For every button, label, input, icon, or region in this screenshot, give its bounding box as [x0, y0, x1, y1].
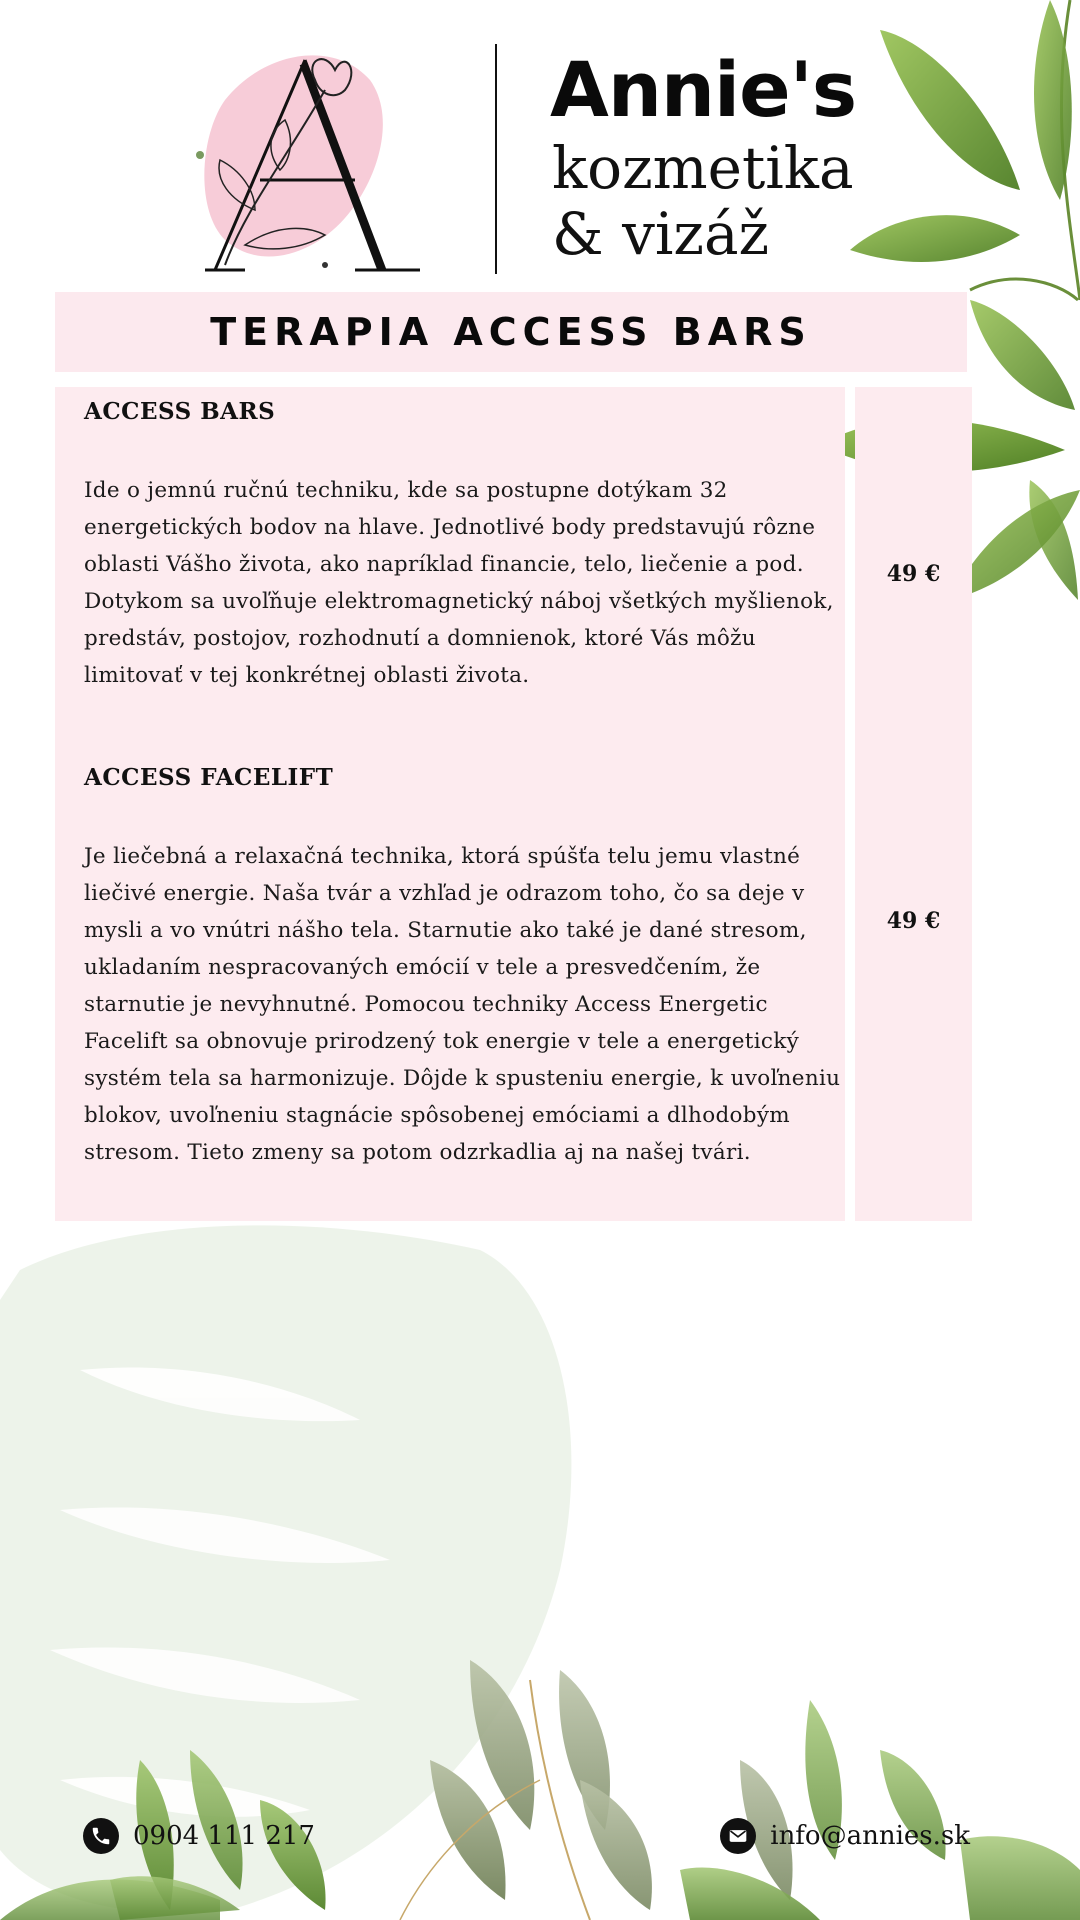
page-title: TERAPIA ACCESS BARS [210, 310, 812, 354]
service-description-access-facelift: Je liečebná a relaxačná technika, ktorá spúšťa telu jemu vlastné liečivé energie. Naša tvár a vzhľad je odrazom toho, čo sa deje v mysli a vo vnútri nášho tela. Starnutie ako také je dané stresom, ukladaním nespracovaných emócií v tele a presvedčením, že starnutie je nevyhnutné. Pomocou techniky Access Energetic Facelift sa obnovuje prirodzený tok energie v tele a energetický systém tela sa harmonizuje. Dôjde k spusteniu energie, k uvoľneniu blokov, uvoľneniu stagnácie spôsobenej emóciami a dlhodobým stresom. Tieto zmeny sa potom odzrkadlia aj na našej tvári. [84, 844, 841, 1165]
contact-email[interactable] [720, 1818, 970, 1854]
service-description-access-bars: Ide o jemnú ručnú techniku, kde sa postupne dotýkam 32 energetických bodov na hlave. Jednotlivé body predstavujú rôzne oblasti Vášho života, ako napríklad financie, telo, liečenie a pod. Dotykom sa uvoľňuje elektromagnetický náboj všetkých myšlienok, predstáv, postojov, rozhodnutí a domnienok, ktoré Vás môžu limitovať v tej konkrétnej oblasti života. [84, 478, 834, 688]
contact-phone[interactable] [83, 1818, 315, 1854]
email-address: info@annies.sk [770, 1821, 970, 1851]
title-band [55, 292, 967, 372]
header-divider [495, 44, 497, 274]
phone-icon [83, 1818, 119, 1854]
brand-name: Annie's [550, 45, 857, 134]
brand-tagline-line-1: kozmetika [552, 134, 854, 202]
brand-tagline-line-2: & vizáž [552, 200, 770, 268]
service-price-access-facelift: 49 € [886, 908, 941, 934]
service-title-access-facelift: ACCESS FACELIFT [84, 764, 334, 791]
envelope-icon [720, 1818, 756, 1854]
logo-floral-letter-a [185, 40, 435, 280]
service-price-access-bars: 49 € [886, 561, 941, 587]
phone-number: 0904 111 217 [133, 1821, 315, 1851]
service-title-access-bars: ACCESS BARS [84, 398, 276, 425]
services-price-panel [855, 387, 972, 1221]
leaves-decoration-bottom [0, 1640, 1080, 1920]
